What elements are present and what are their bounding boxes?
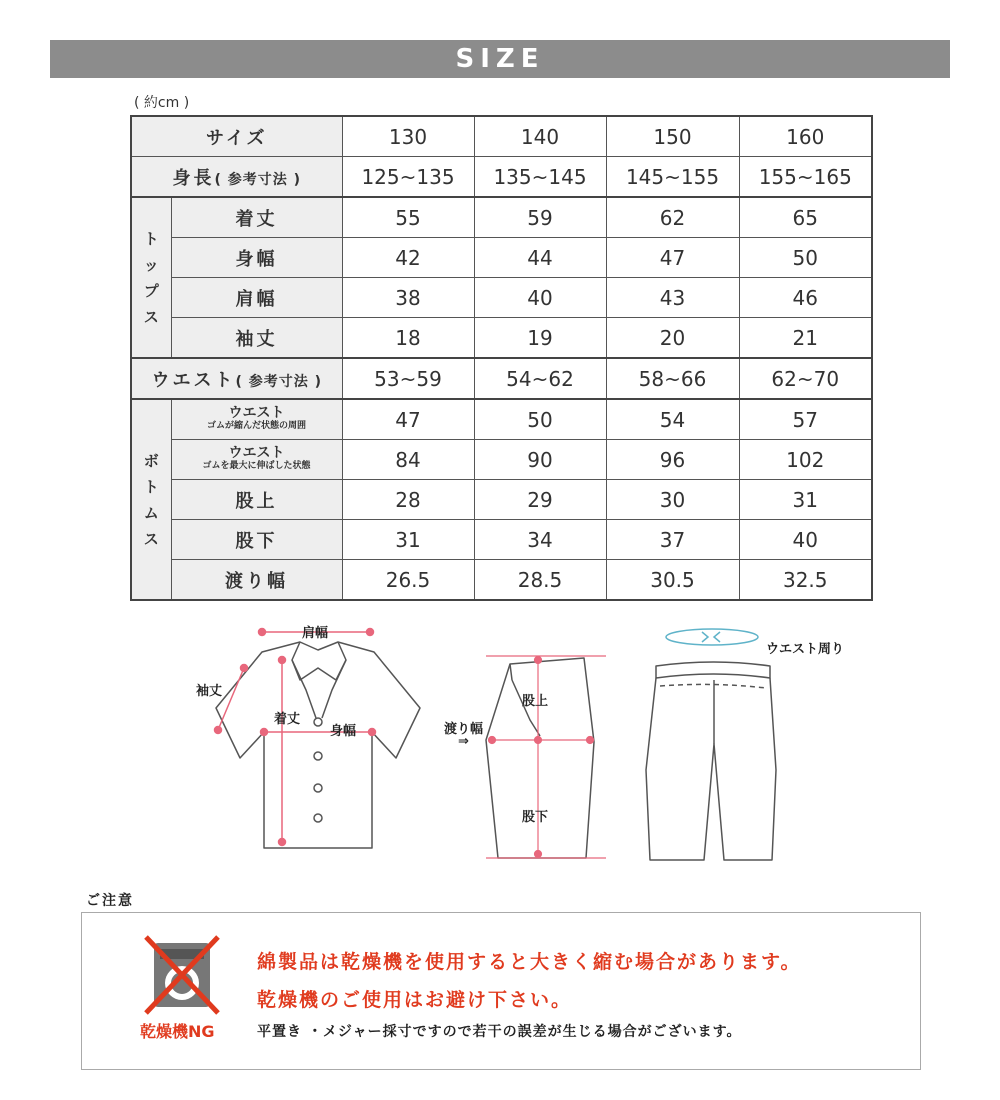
row-label-sub: ゴムが縮んだ状態の周囲 — [206, 420, 306, 431]
table-row — [131, 197, 872, 238]
label-shoulder: 肩幅 — [302, 626, 329, 641]
row-label — [171, 399, 342, 440]
warning-line-2: 乾燥機のご使用はお避け下さい。 — [257, 989, 573, 1011]
table-cell: 145~155 — [606, 157, 739, 198]
measurement-diagram — [0, 610, 1000, 875]
row-label-main: ウエスト — [228, 404, 285, 421]
table-cell: 90 — [474, 440, 606, 480]
table-cell: 19 — [474, 318, 606, 359]
table-row — [131, 278, 872, 318]
tops-group-char: ト — [143, 229, 159, 248]
row-label-sub: ゴムを最大に伸ばした状態 — [202, 460, 311, 471]
label-width: 身幅 — [330, 724, 357, 739]
table-cell: 31 — [739, 480, 872, 520]
table-row — [131, 480, 872, 520]
pants-front-illustration — [646, 662, 776, 860]
label-thigh: 渡り幅 — [444, 722, 484, 737]
size-130: 130 — [342, 116, 474, 157]
row-label: 袖丈 — [171, 318, 342, 359]
warning-line-1: 綿製品は乾燥機を使用すると大きく縮む場合があります。 — [257, 951, 802, 973]
table-cell: 50 — [739, 238, 872, 278]
size-160: 160 — [739, 116, 872, 157]
label-sleeve: 袖丈 — [196, 684, 223, 699]
table-cell: 47 — [606, 238, 739, 278]
row-label — [171, 440, 342, 480]
table-cell: 40 — [739, 520, 872, 560]
tops-group-char: プ — [143, 281, 159, 300]
table-cell: 21 — [739, 318, 872, 359]
table-row-height — [131, 157, 872, 198]
table-cell: 38 — [342, 278, 474, 318]
table-cell: 62~70 — [739, 358, 872, 399]
table-row — [131, 399, 872, 440]
table-cell: 42 — [342, 238, 474, 278]
label-inseam: 股下 — [522, 810, 549, 825]
table-cell: 62 — [606, 197, 739, 238]
table-cell: 34 — [474, 520, 606, 560]
tops-group-char: ス — [143, 307, 159, 326]
height-label-sub: ( 参考寸法 ) — [214, 171, 302, 188]
table-cell: 46 — [739, 278, 872, 318]
waist-label — [131, 358, 342, 399]
table-row — [131, 440, 872, 480]
tops-group-char: ッ — [143, 255, 159, 274]
table-cell: 18 — [342, 318, 474, 359]
waist-label-sub: ( 参考寸法 ) — [235, 373, 323, 390]
row-label: 股上 — [171, 480, 342, 520]
table-cell: 43 — [606, 278, 739, 318]
label-thigh-arrow: ⇒ — [458, 734, 469, 749]
waist-around-arrow — [666, 629, 758, 645]
table-row — [131, 238, 872, 278]
size-140: 140 — [474, 116, 606, 157]
bottoms-group-char: ボ — [143, 451, 159, 470]
size-150: 150 — [606, 116, 739, 157]
table-cell: 50 — [474, 399, 606, 440]
no-dryer-icon — [142, 935, 222, 1015]
row-label-main: ウエスト — [228, 444, 285, 461]
size-table — [130, 115, 873, 601]
unit-note: ( 約cm ) — [134, 95, 190, 111]
waist-label-main: ウエスト — [151, 369, 236, 391]
table-cell: 125~135 — [342, 157, 474, 198]
table-cell: 20 — [606, 318, 739, 359]
label-rise: 股上 — [522, 694, 549, 709]
table-cell: 44 — [474, 238, 606, 278]
table-cell: 37 — [606, 520, 739, 560]
table-cell: 65 — [739, 197, 872, 238]
notes-title: ご注意 — [86, 893, 134, 909]
size-header-label: サイズ — [131, 116, 342, 157]
label-length: 着丈 — [274, 712, 301, 727]
table-row — [131, 318, 872, 359]
table-cell: 40 — [474, 278, 606, 318]
table-cell: 30.5 — [606, 560, 739, 601]
table-cell: 31 — [342, 520, 474, 560]
row-label: 渡り幅 — [171, 560, 342, 601]
table-cell: 135~145 — [474, 157, 606, 198]
table-cell: 28.5 — [474, 560, 606, 601]
table-row-header — [131, 116, 872, 157]
table-cell: 53~59 — [342, 358, 474, 399]
table-cell: 47 — [342, 399, 474, 440]
bottoms-group-char: ト — [143, 477, 159, 496]
table-cell: 155~165 — [739, 157, 872, 198]
note-line-3: 平置き ・メジャー採寸ですので若干の誤差が生じる場合がございます。 — [257, 1024, 742, 1040]
pants-side-illustration — [486, 658, 594, 858]
table-cell: 32.5 — [739, 560, 872, 601]
table-row — [131, 520, 872, 560]
table-cell: 102 — [739, 440, 872, 480]
table-cell: 55 — [342, 197, 474, 238]
row-label: 股下 — [171, 520, 342, 560]
shirt-illustration — [216, 642, 420, 848]
dryer-ng-label: 乾燥機NG — [140, 1022, 215, 1041]
table-cell: 96 — [606, 440, 739, 480]
row-label: 着丈 — [171, 197, 342, 238]
tops-group-label — [131, 197, 171, 358]
table-row — [131, 560, 872, 601]
table-cell: 54 — [606, 399, 739, 440]
table-cell: 58~66 — [606, 358, 739, 399]
table-cell: 28 — [342, 480, 474, 520]
row-label: 身幅 — [171, 238, 342, 278]
bottoms-group-char: ム — [143, 503, 159, 522]
table-cell: 29 — [474, 480, 606, 520]
table-row-waist — [131, 358, 872, 399]
table-cell: 30 — [606, 480, 739, 520]
table-cell: 26.5 — [342, 560, 474, 601]
bottoms-group-char: ス — [143, 529, 159, 548]
row-label: 肩幅 — [171, 278, 342, 318]
table-cell: 54~62 — [474, 358, 606, 399]
height-label-main: 身長 — [172, 167, 215, 189]
table-cell: 59 — [474, 197, 606, 238]
bottoms-group-label — [131, 399, 171, 600]
table-cell: 84 — [342, 440, 474, 480]
page-title: SIZE — [50, 40, 950, 78]
height-label — [131, 157, 342, 198]
notes-box — [81, 912, 921, 1070]
label-waist-around: ウエスト周り — [766, 642, 845, 657]
table-cell: 57 — [739, 399, 872, 440]
